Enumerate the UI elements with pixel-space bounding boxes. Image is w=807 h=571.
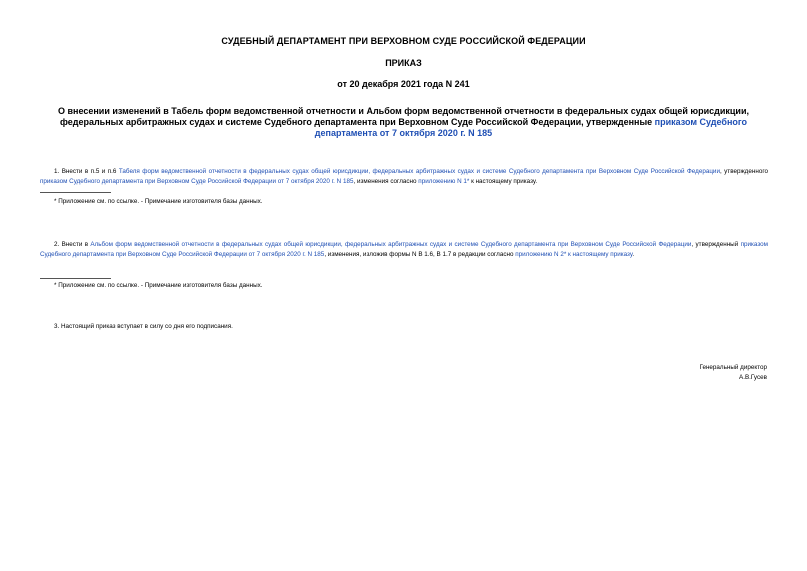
- organization-name: СУДЕБНЫЙ ДЕПАРТАМЕНТ ПРИ ВЕРХОВНОМ СУДЕ РОССИЙСКОЙ ФЕДЕРАЦИИ: [221, 36, 586, 46]
- paragraph-3: [40, 322, 768, 332]
- p1-text-3: , изменения согласно: [353, 177, 419, 185]
- p1-text-4: к настоящему приказу.: [469, 177, 538, 185]
- footnote-divider-2: [40, 278, 111, 279]
- p2-text-3: , изменения, изложив формы N В 1.6, В 1.7 в редакции согласно: [324, 250, 516, 258]
- paragraph-1: [40, 167, 768, 186]
- p3-text: 3. Настоящий приказ вступает в силу со дня его подписания.: [54, 323, 233, 330]
- p2-album-link[interactable]: Альбом форм ведомственной отчетности в федеральных судах общей юрисдикции, федеральных арбитражных судах и системе Судебного департамента при Верховном Суде Российской Федерации: [90, 241, 692, 248]
- footnote-2: * Приложение см. по ссылке. - Примечание изготовителя базы данных.: [54, 282, 263, 289]
- title-text: О внесении изменений в Табель форм ведомственной отчетности и Альбом форм ведомственной отчетности в федеральных судах общей юрисдикции, федеральных арбитражных судах и системе Судебного департамента при Верховном Суде Российской Федерации, утвержденные: [57, 106, 749, 127]
- document-type: ПРИКАЗ: [385, 58, 422, 68]
- p2-text-1: 2. Внести в: [54, 241, 91, 248]
- p1-order-link[interactable]: приказом Судебного департамента при Верховном Суде Российской Федерации от 7 октября 2020 г. N 185: [40, 177, 354, 185]
- p1-text-2: , утвержденного: [719, 168, 768, 175]
- p1-appendix-link[interactable]: приложению N 1*: [418, 177, 470, 185]
- p2-text-4: .: [632, 250, 635, 258]
- p2-order-link[interactable]: приказом Судебного департамента при Верховном Суде Российской Федерации от 7 октября 2020 г. N 185: [40, 241, 768, 258]
- signatory-name: А.В.Гусев: [739, 374, 767, 381]
- signatory-position: Генеральный директор: [699, 364, 767, 371]
- p2-text-2: , утвержденный: [691, 241, 741, 248]
- title-order-link[interactable]: приказом Судебного департамента от 7 октября 2020 г. N 185: [314, 117, 748, 138]
- document-date-number: от 20 декабря 2021 года N 241: [337, 79, 470, 89]
- p1-tabel-link[interactable]: Табеля форм ведомственной отчетности в федеральных судах общей юрисдикции, федеральных арбитражных судах и системе Судебного департамента при Верховном Суде Российской Федерации: [118, 168, 720, 175]
- footnote-divider-1: [40, 192, 111, 193]
- p2-appendix-link[interactable]: приложению N 2* к настоящему приказу: [515, 250, 633, 258]
- document-title: [40, 106, 767, 139]
- p1-text-1: 1. Внести в п.5 и п.6: [54, 168, 119, 175]
- paragraph-2: [40, 240, 768, 259]
- footnote-1: * Приложение см. по ссылке. - Примечание изготовителя базы данных.: [54, 198, 263, 205]
- signature-block: [699, 363, 767, 383]
